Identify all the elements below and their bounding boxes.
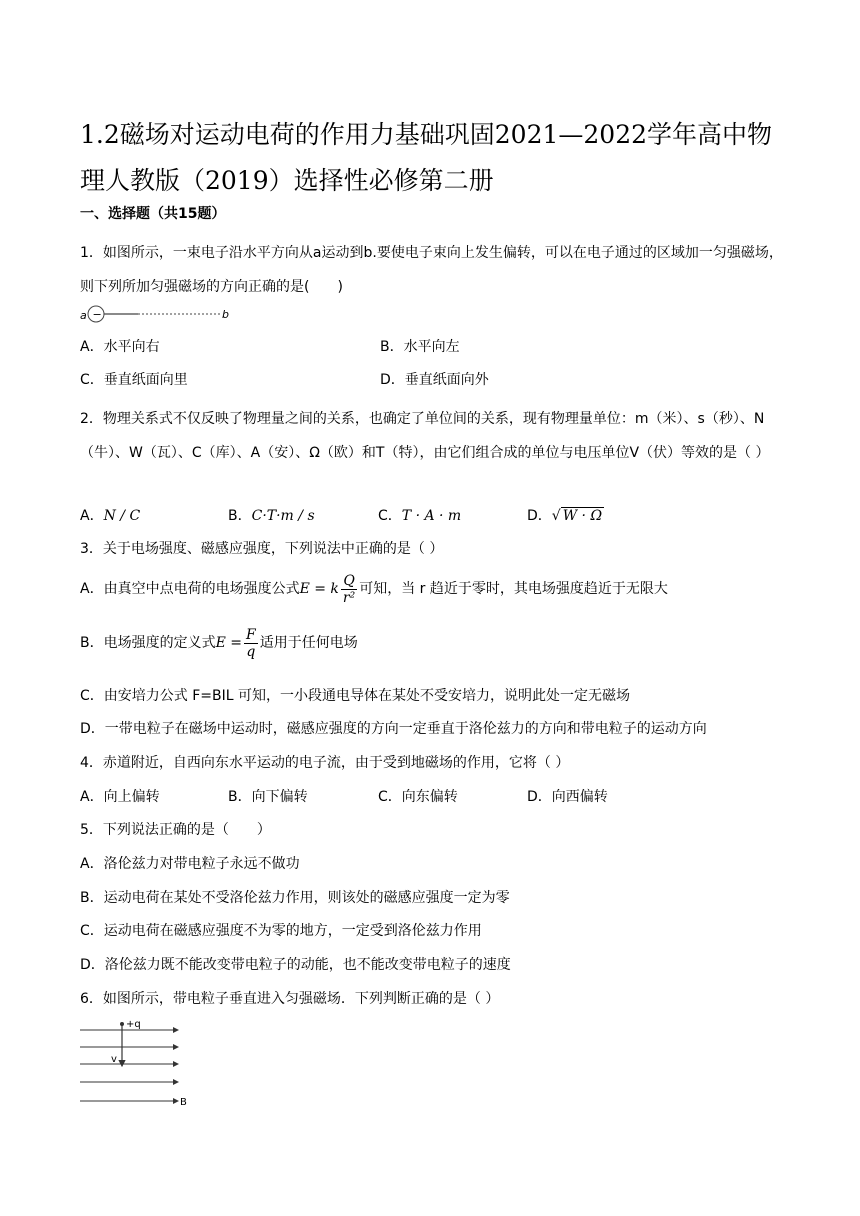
q2-option-c-label: C． <box>378 508 402 524</box>
q3-b-denominator: q <box>246 643 256 660</box>
question-1-figure <box>78 303 238 325</box>
q1-option-c[interactable]: C．垂直纸面向里 <box>80 372 188 388</box>
question-3-text: 3．关于电场强度、磁感应强度，下列说法中正确的是（ ） <box>80 541 444 557</box>
q2-option-d-label: D． <box>527 508 552 524</box>
q2-option-b-value: C·T·m / s <box>251 508 315 524</box>
figure-label-a: a <box>80 309 87 322</box>
q2-option-c[interactable] <box>378 505 461 527</box>
section-heading: 一、选择题（共15题） <box>80 206 226 222</box>
q5-option-a[interactable]: A．洛伦兹力对带电粒子永远不做功 <box>80 856 300 872</box>
q3-option-b-formula: E = <box>215 635 243 651</box>
figure-label-v: v <box>111 1054 117 1065</box>
sqrt-sign: √ <box>551 508 561 524</box>
q3-option-b-pre: B．电场强度的定义式 <box>80 635 216 651</box>
q5-option-d[interactable]: D．洛伦兹力既不能改变带电粒子的动能，也不能改变带电粒子的速度 <box>80 957 511 973</box>
q3-option-b[interactable] <box>80 624 358 662</box>
q5-option-b[interactable]: B．运动电荷在某处不受洛伦兹力作用，则该处的磁感应强度一定为零 <box>80 890 510 906</box>
q3-option-a-pre: A．由真空中点电荷的电场强度公式 <box>80 581 300 597</box>
question-4-text: 4．赤道附近，自西向东水平运动的电子流，由于受到地磁场的作用，它将（ ） <box>80 755 570 771</box>
q1-option-b[interactable]: B．水平向左 <box>380 339 460 355</box>
q2-option-b-label: B． <box>228 508 252 524</box>
q3-option-a-fraction <box>341 573 357 606</box>
q3-option-a-post: 可知，当 r 趋近于零时，其电场强度趋近于无限大 <box>359 581 668 597</box>
q4-option-d[interactable]: D．向西偏转 <box>527 789 608 805</box>
electron-minus-sign: − <box>92 308 102 321</box>
q4-option-c[interactable]: C．向东偏转 <box>378 789 458 805</box>
q4-option-a[interactable]: A．向上偏转 <box>80 789 160 805</box>
q1-option-a[interactable]: A．水平向右 <box>80 339 160 355</box>
q3-option-b-post: 适用于任何电场 <box>259 635 358 651</box>
q2-option-a-label: A． <box>80 508 104 524</box>
question-6-text: 6．如图所示，带电粒子垂直进入匀强磁场．下列判断正确的是（ ） <box>80 991 500 1007</box>
q2-option-c-value: T · A · m <box>401 508 462 524</box>
question-2-text: 2．物理关系式不仅反映了物理量之间的关系，也确定了单位间的关系，现有物理量单位：m（米）、s（秒）、N（牛）、W（瓦）、C（库）、A（安）、Ω（欧）和T（特），由它们组合成的单位与电压单位V（伏）等效的是（ ） <box>80 411 770 461</box>
figure-label-B: B <box>180 1097 187 1108</box>
q3-option-c[interactable]: C．由安培力公式 F=BIL 可知，一小段通电导体在某处不受安培力，说明此处一定无磁场 <box>80 688 630 704</box>
page-title: 1.2磁场对运动电荷的作用力基础巩固2021—2022学年高中物理人教版（2019）选择性必修第二册 <box>80 120 773 195</box>
figure-label-b: b <box>222 308 229 321</box>
q3-option-a-formula: E = k <box>299 581 339 597</box>
q3-option-b-fraction <box>244 627 258 660</box>
q4-option-b[interactable]: B．向下偏转 <box>228 789 308 805</box>
q3-b-numerator: F <box>246 626 256 643</box>
question-6-figure <box>78 1016 198 1110</box>
question-5-text: 5．下列说法正确的是（ ） <box>80 822 271 838</box>
q2-option-b[interactable] <box>228 505 315 527</box>
q3-a-numerator: Q <box>341 573 357 590</box>
q1-option-d[interactable]: D．垂直纸面向外 <box>380 372 489 388</box>
figure-label-plus-q: +q <box>126 1019 141 1030</box>
q3-option-a[interactable] <box>80 570 668 608</box>
q2-option-d-value: W · Ω <box>562 508 603 524</box>
q3-option-d[interactable]: D．一带电粒子在磁场中运动时，磁感应强度的方向一定垂直于洛伦兹力的方向和带电粒子的运动方向 <box>80 721 707 737</box>
q5-option-c[interactable]: C．运动电荷在磁感应强度不为零的地方，一定受到洛伦兹力作用 <box>80 923 482 939</box>
q3-a-denominator: r² <box>342 589 356 606</box>
q2-option-a-value: N / C <box>103 508 141 524</box>
question-1-text: 1．如图所示，一束电子沿水平方向从a运动到b.要使电子束向上发生偏转，可以在电子通过的区域加一匀强磁场，则下列所加匀强磁场的方向正确的是( ) <box>80 245 783 295</box>
q2-option-a[interactable] <box>80 505 140 527</box>
q2-option-d[interactable] <box>527 505 604 527</box>
